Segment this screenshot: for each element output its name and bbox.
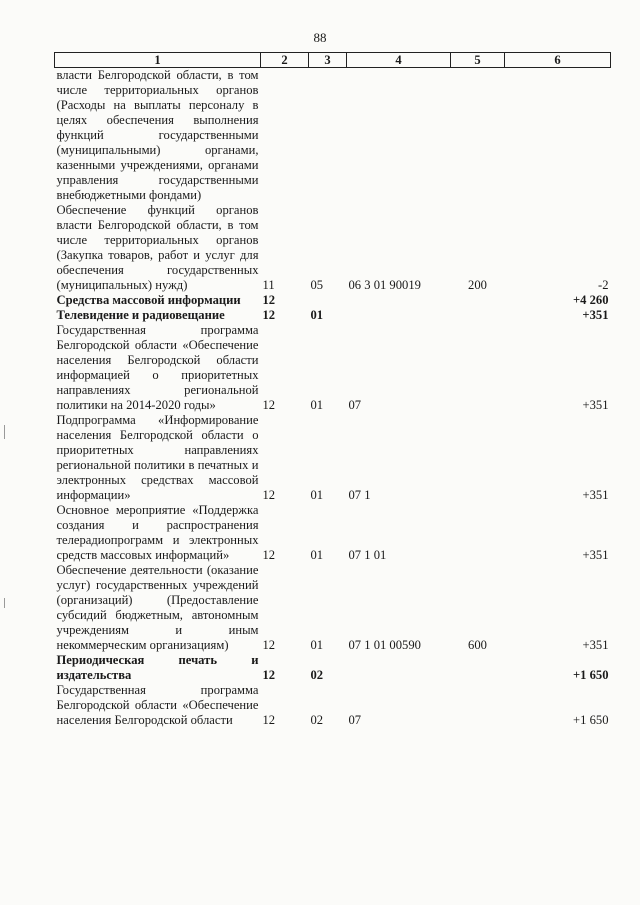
row-cell-c6: +1 650 <box>572 668 609 682</box>
row-cell-c5 <box>451 68 505 204</box>
row-cell-c2 <box>261 68 309 204</box>
row-description: Периодическая печать и издательства <box>56 653 259 682</box>
row-cell-c5 <box>451 308 505 323</box>
header-cell: 1 <box>55 53 261 68</box>
row-description: Обеспечение функций органов власти Белгородской области, в том числе территориальных органов (Закупка товаров, работ и услуг для обеспечения государственных (муниципальных) нужд) <box>56 203 259 292</box>
row-cell-c2: 12 <box>262 548 276 562</box>
table-row <box>55 503 611 563</box>
header-cell: 4 <box>347 53 451 68</box>
row-cell-c4 <box>347 308 451 323</box>
row-cell-c5 <box>451 653 505 683</box>
row-cell-c5 <box>451 323 505 413</box>
row-cell-c2: 11 <box>262 278 275 292</box>
row-cell-c4: 07 <box>348 713 362 727</box>
row-cell-c5: 600 <box>468 638 487 652</box>
row-cell-c6 <box>505 68 611 204</box>
table-row <box>55 413 611 503</box>
row-cell-c5 <box>451 683 505 728</box>
scan-mark <box>4 598 5 608</box>
row-description: Обеспечение деятельности (оказание услуг) государственных учреждений (организаций) (Предоставление субсидий бюджетным, автономным учреждениям и иным некоммерческим организациям) <box>56 563 259 652</box>
row-cell-c5: 200 <box>468 278 487 292</box>
table-row <box>55 308 611 323</box>
row-cell-c3: 01 <box>310 488 324 502</box>
row-cell-c2: 12 <box>262 293 276 307</box>
row-cell-c4 <box>347 293 451 308</box>
header-cell: 5 <box>451 53 505 68</box>
row-description: Телевидение и радиовещание <box>56 308 225 322</box>
row-cell-c6: +351 <box>582 548 609 562</box>
row-cell-c3: 02 <box>310 668 324 682</box>
row-cell-c2: 12 <box>262 638 276 652</box>
table-row <box>55 683 611 728</box>
row-cell-c3: 05 <box>310 278 324 292</box>
row-cell-c3 <box>309 68 347 204</box>
row-cell-c6: +4 260 <box>572 293 609 307</box>
row-cell-c4: 07 1 01 00590 <box>348 638 421 652</box>
row-cell-c6: +1 650 <box>573 713 609 727</box>
row-cell-c4: 07 <box>348 398 362 412</box>
row-cell-c5 <box>451 503 505 563</box>
row-cell-c4 <box>347 68 451 204</box>
row-description: Государственная программа Белгородской области «Обеспечение населения Белгородской области информацией о приоритетных направлениях региональной политики на 2014-2020 годы» <box>56 323 259 412</box>
row-cell-c6: +351 <box>582 398 609 412</box>
header-row <box>55 53 611 68</box>
row-description: Государственная программа Белгородской области «Обеспечение населения Белгородской области <box>56 683 259 727</box>
row-cell-c4: 07 1 <box>348 488 371 502</box>
row-cell-c3: 01 <box>310 308 324 322</box>
table-row <box>55 563 611 653</box>
header-cell: 3 <box>309 53 347 68</box>
header-cell: 6 <box>505 53 611 68</box>
row-cell-c3 <box>309 293 347 308</box>
row-cell-c2: 12 <box>262 713 276 727</box>
row-description: власти Белгородской области, в том числе территориальных органов (Расходы на выплаты персоналу в целях обеспечения выполнения функций государственными (муниципальными) органами, казенными учреждениями, органами управления государственными внебюджетными фондами) <box>56 68 259 202</box>
row-cell-c2: 12 <box>262 668 276 682</box>
row-cell-c2: 12 <box>262 398 276 412</box>
table-row <box>55 68 611 204</box>
table-row <box>55 203 611 293</box>
row-cell-c2: 12 <box>262 308 276 322</box>
row-cell-c6: +351 <box>582 488 609 502</box>
row-cell-c4: 06 3 01 90019 <box>348 278 421 292</box>
budget-table <box>54 52 611 728</box>
table-row <box>55 653 611 683</box>
row-description: Подпрограмма «Информирование населения Белгородской области о приоритетных направлениях региональной политики в печатных и электронных средствах массовой информации» <box>56 413 259 502</box>
table-row <box>55 323 611 413</box>
row-cell-c6: +351 <box>582 308 609 322</box>
row-cell-c3: 01 <box>310 398 324 412</box>
row-cell-c3: 02 <box>310 713 324 727</box>
header-cell: 2 <box>261 53 309 68</box>
row-cell-c4 <box>347 653 451 683</box>
row-cell-c3: 01 <box>310 638 324 652</box>
row-cell-c5 <box>451 413 505 503</box>
scan-mark <box>4 425 5 439</box>
table-body <box>55 68 611 729</box>
row-cell-c6: -2 <box>598 278 609 292</box>
row-description: Основное мероприятие «Поддержка создания и распространения телерадиопрограмм и электронных средств массовых информаций» <box>56 503 259 562</box>
row-cell-c6: +351 <box>582 638 609 652</box>
row-cell-c2: 12 <box>262 488 276 502</box>
page-number: 88 <box>313 30 327 45</box>
table-row <box>55 293 611 308</box>
row-cell-c4: 07 1 01 <box>348 548 387 562</box>
row-description: Средства массовой информации <box>56 293 241 307</box>
row-cell-c5 <box>451 293 505 308</box>
row-cell-c3: 01 <box>310 548 324 562</box>
